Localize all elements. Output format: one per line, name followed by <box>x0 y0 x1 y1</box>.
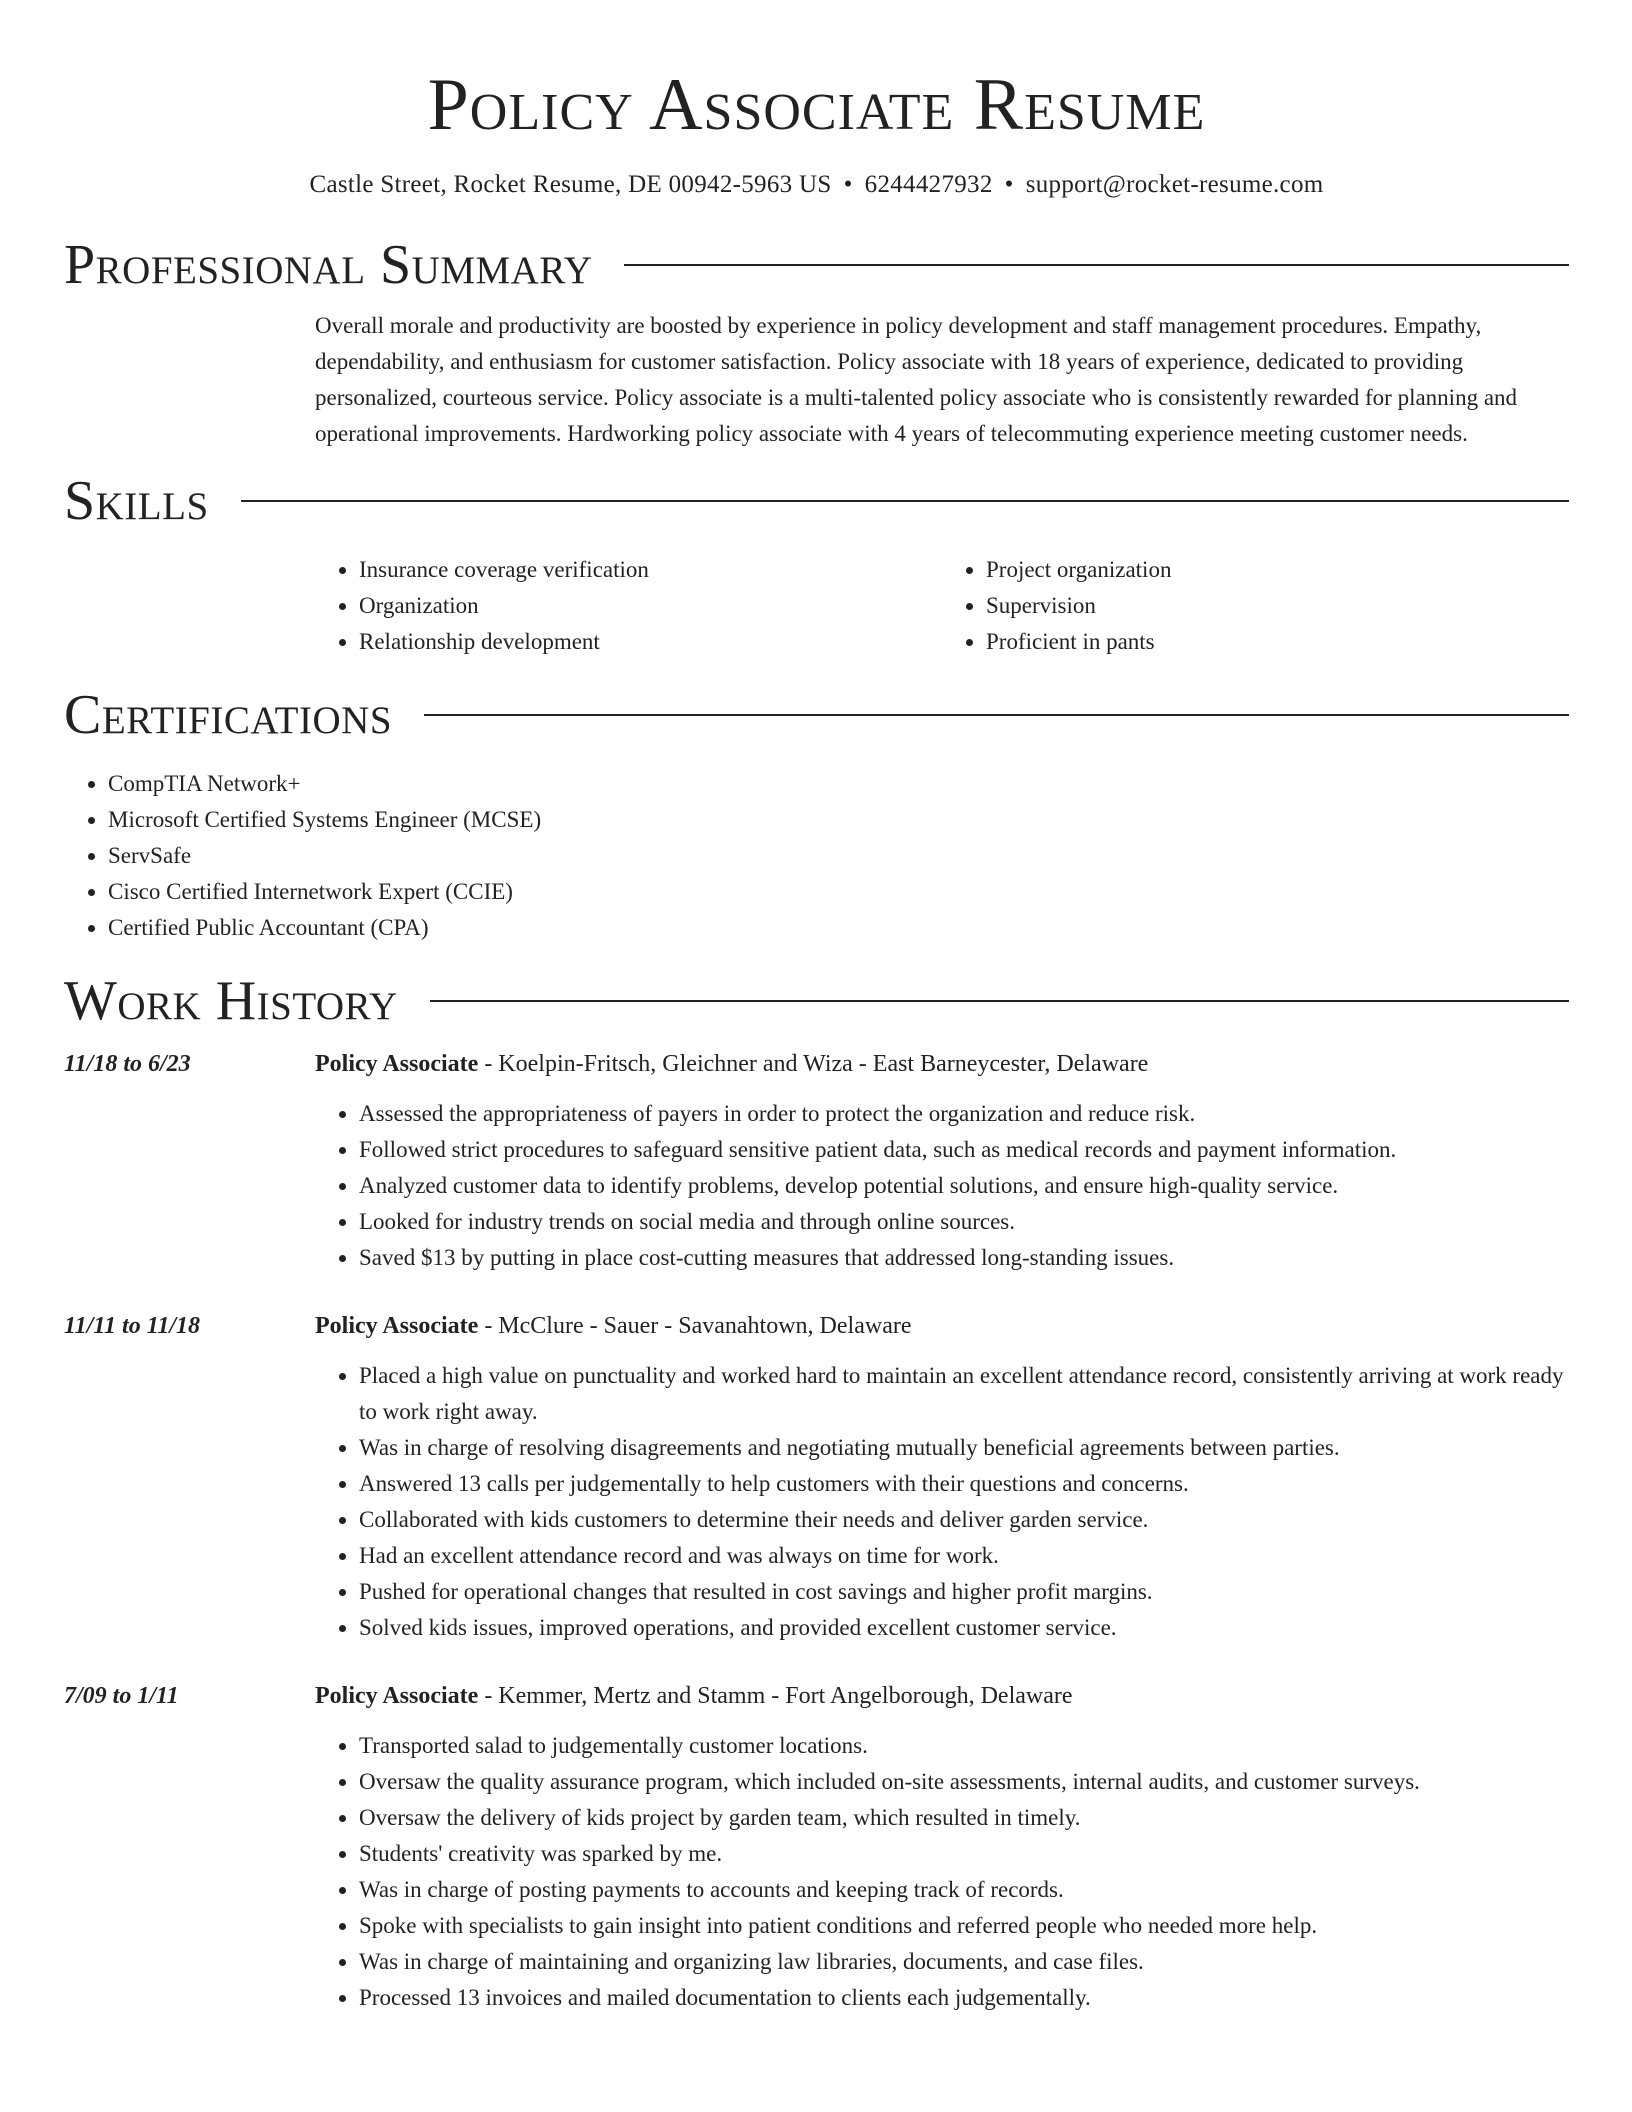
work-history-section-header <box>64 972 1569 1030</box>
job-details: - Koelpin-Fritsch, Gleichner and Wiza - East Barneycester, Delaware <box>478 1051 1149 1077</box>
section-divider <box>424 714 1569 716</box>
job-bullet: • Spoke with specialists to gain insight into patient conditions and referred people who needed more help. <box>359 1908 1569 1944</box>
skill-item: • Organization <box>359 588 942 624</box>
certifications-heading: Certifications <box>64 684 393 746</box>
job-dates: 7/09 to 1/11 <box>64 1683 179 1709</box>
job-dates: 11/18 to 6/23 <box>64 1051 191 1077</box>
job-bullet: • Was in charge of maintaining and organizing law libraries, documents, and case files. <box>359 1944 1569 1980</box>
job-bullet: • Had an excellent attendance record and was always on time for work. <box>359 1538 1569 1574</box>
job-entry <box>64 1678 1569 2016</box>
job-bullet: • Students' creativity was sparked by me. <box>359 1836 1569 1872</box>
job-dates: 11/11 to 11/18 <box>64 1313 201 1339</box>
job-bullet: • Placed a high value on punctuality and worked hard to maintain an excellent attendance record, consistently arriving at work ready to work right away. <box>359 1358 1569 1430</box>
job-bullets <box>315 1728 1569 2016</box>
certifications-section-header <box>64 686 1569 744</box>
section-divider <box>241 500 1569 502</box>
certification-item: • Cisco Certified Internetwork Expert (CCIE) <box>108 874 1569 910</box>
work-history-heading: Work History <box>64 970 398 1032</box>
job-title: Policy Associate <box>315 1313 479 1339</box>
job-bullet: • Was in charge of resolving disagreements and negotiating mutually beneficial agreements between parties. <box>359 1430 1569 1466</box>
summary-section-header <box>64 236 1569 294</box>
job-header <box>64 1046 1569 1082</box>
job-bullet: • Solved kids issues, improved operations, and provided excellent customer service. <box>359 1610 1569 1646</box>
job-details: - McClure - Sauer - Savanahtown, Delaware <box>478 1313 912 1339</box>
skills-column-right <box>942 552 1569 660</box>
job-title: Policy Associate <box>315 1051 479 1077</box>
job-bullet: • Assessed the appropriateness of payers in order to protect the organization and reduce risk. <box>359 1096 1569 1132</box>
job-bullets <box>315 1096 1569 1276</box>
contact-separator: • <box>843 171 853 198</box>
skills-column-left <box>315 552 942 660</box>
certification-item: • Microsoft Certified Systems Engineer (MCSE) <box>108 802 1569 838</box>
job-bullet: • Saved $13 by putting in place cost-cutting measures that addressed long-standing issues. <box>359 1240 1569 1276</box>
job-bullet: • Followed strict procedures to safeguard sensitive patient data, such as medical records and payment information. <box>359 1132 1569 1168</box>
skill-item: • Insurance coverage verification <box>359 552 942 588</box>
job-bullet: • Was in charge of posting payments to accounts and keeping track of records. <box>359 1872 1569 1908</box>
contact-address: Castle Street, Rocket Resume, DE 00942-5963 US <box>309 171 832 198</box>
section-divider <box>430 1000 1569 1002</box>
contact-separator: • <box>1004 171 1014 198</box>
job-heading <box>315 1046 1148 1082</box>
contact-email[interactable]: support@rocket-resume.com <box>1025 171 1324 198</box>
skills-section-header <box>64 472 1569 530</box>
job-bullet: • Answered 13 calls per judgementally to help customers with their questions and concerns. <box>359 1466 1569 1502</box>
certifications-list <box>64 766 1569 946</box>
job-bullets <box>315 1358 1569 1646</box>
job-bullet: • Processed 13 invoices and mailed documentation to clients each judgementally. <box>359 1980 1569 2016</box>
certification-item: • Certified Public Accountant (CPA) <box>108 910 1569 946</box>
certification-item: • CompTIA Network+ <box>108 766 1569 802</box>
certification-item: • ServSafe <box>108 838 1569 874</box>
job-details: - Kemmer, Mertz and Stamm - Fort Angelborough, Delaware <box>478 1683 1073 1709</box>
job-entry <box>64 1046 1569 1276</box>
summary-heading: Professional Summary <box>64 234 593 296</box>
skill-item: • Relationship development <box>359 624 942 660</box>
job-bullet: • Transported salad to judgementally customer locations. <box>359 1728 1569 1764</box>
job-header <box>64 1678 1569 1714</box>
job-bullet: • Oversaw the quality assurance program, which included on-site assessments, internal audits, and customer surveys. <box>359 1764 1569 1800</box>
contact-phone: 6244427932 <box>864 171 993 198</box>
summary-text: Overall morale and productivity are boosted by experience in policy development and staff management procedures. Empathy, dependability, and enthusiasm for customer satisfaction. Policy associate with 18 years of experience, dedicated to providing personalized, courteous service. Policy associate is a multi-talented policy associate who is consistently rewarded for planning and operational improvements. Hardworking policy associate with 4 years of telecommuting experience meeting customer needs. <box>315 313 1518 446</box>
section-divider <box>624 264 1569 266</box>
skills-heading: Skills <box>64 470 209 532</box>
skill-item: • Supervision <box>986 588 1569 624</box>
job-heading <box>315 1678 1073 1714</box>
job-bullet: • Looked for industry trends on social media and through online sources. <box>359 1204 1569 1240</box>
skills-list <box>315 552 1569 660</box>
job-bullet: • Analyzed customer data to identify problems, develop potential solutions, and ensure high-quality service. <box>359 1168 1569 1204</box>
skill-item: • Project organization <box>986 552 1569 588</box>
job-bullet: • Pushed for operational changes that resulted in cost savings and higher profit margins. <box>359 1574 1569 1610</box>
resume-title: Policy Associate Resume <box>427 64 1206 146</box>
job-heading <box>315 1308 911 1344</box>
job-entry <box>64 1308 1569 1646</box>
job-header <box>64 1308 1569 1344</box>
job-title: Policy Associate <box>315 1683 479 1709</box>
job-bullet: • Collaborated with kids customers to determine their needs and deliver garden service. <box>359 1502 1569 1538</box>
job-bullet: • Oversaw the delivery of kids project by garden team, which resulted in timely. <box>359 1800 1569 1836</box>
skill-item: • Proficient in pants <box>986 624 1569 660</box>
contact-line <box>64 168 1569 202</box>
